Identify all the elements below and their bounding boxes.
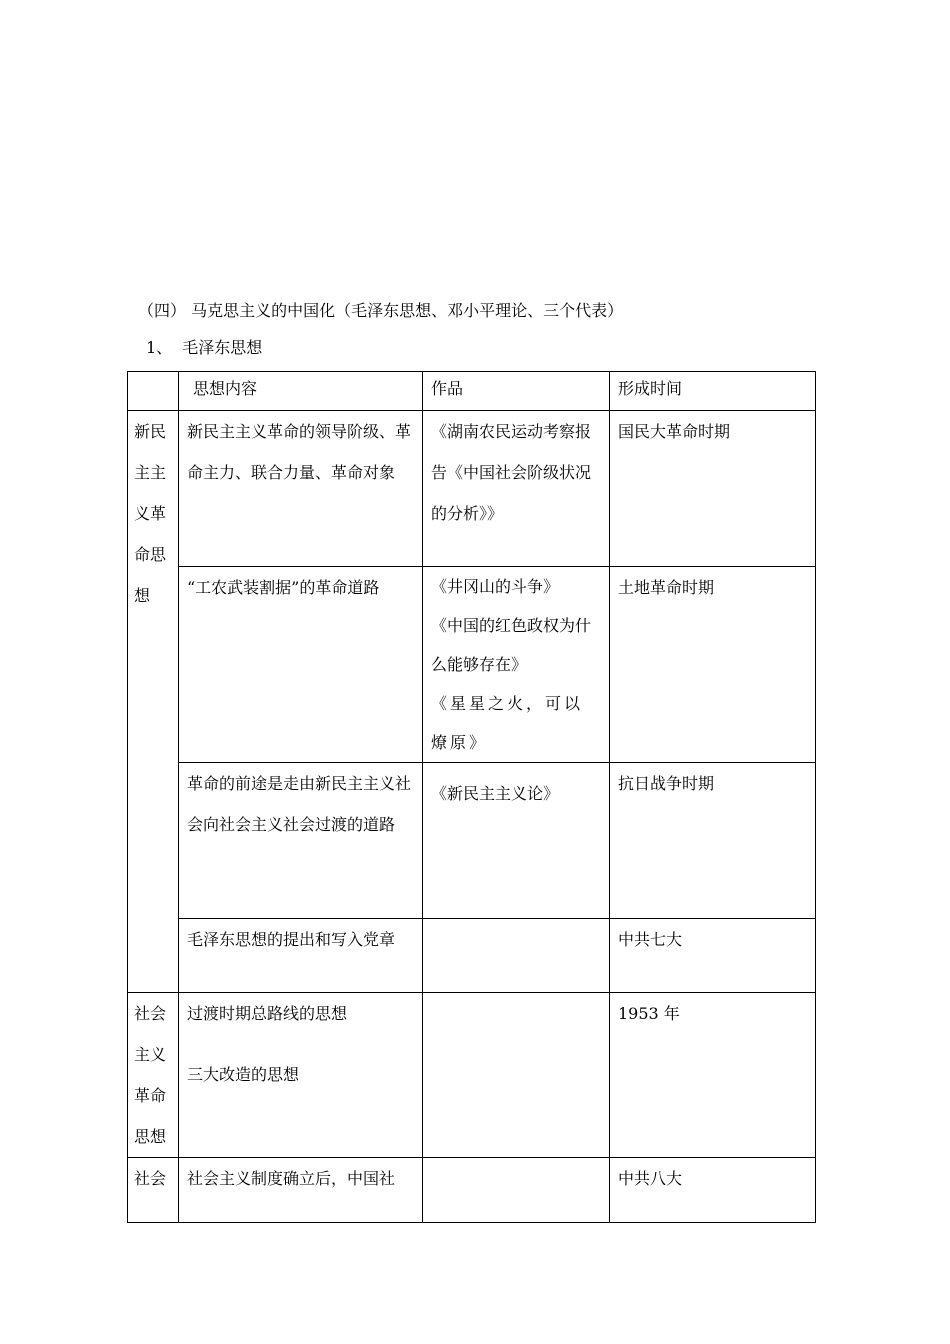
time-cell: 抗日战争时期 [610,763,816,919]
category-cell: 新民主主义革命思想 [128,411,179,993]
table-row [128,763,816,919]
header-works: 作品 [423,372,610,411]
work-title: 《井冈山的斗争》 [431,577,560,596]
work-title: 《湖南农民运动考察报告《中国社会阶级状况的分析》》 [431,422,592,523]
content-cell: 革命的前途是走由新民主主义社会向社会主义社会过渡的道路 [179,763,423,919]
sub-heading [146,337,262,359]
work-title: 《新民主主义论》 [431,784,560,803]
section-heading: （四） 马克思主义的中国化（毛泽东思想、邓小平理论、三个代表） [138,301,624,320]
content-line: 三大改造的思想 [187,1065,300,1084]
category-cell: 社会 [128,1158,179,1223]
time-cell: 中共七大 [610,919,816,993]
sub-heading-text: 毛泽东思想 [182,338,263,357]
mao-thought-table [127,371,816,1223]
header-time: 形成时间 [610,372,816,411]
content-line: 过渡时期总路线的思想 [187,1004,348,1023]
content-cell [179,993,423,1158]
time-cell: 土地革命时期 [610,567,816,763]
header-content: 思想内容 [179,372,423,411]
works-cell [423,1158,610,1223]
content-cell: “工农武装割据”的革命道路 [179,567,423,763]
time-cell: 国民大革命时期 [610,411,816,567]
time-cell: 1953 年 [610,993,816,1158]
works-cell [423,411,610,567]
work-title: 《中国的红色政权为什么能够存在》 [431,616,592,674]
works-cell [423,763,610,919]
time-cell: 中共八大 [610,1158,816,1223]
works-cell [423,919,610,993]
work-title: 《星星之火，可以燎原》 [431,694,584,752]
header-category [128,372,179,411]
sub-heading-number: 1、 [146,338,173,357]
table-row [128,567,816,763]
content-cell: 毛泽东思想的提出和写入党章 [179,919,423,993]
works-cell [423,993,610,1158]
table-row [128,919,816,993]
content-cell: 新民主主义革命的领导阶级、革命主力、联合力量、革命对象 [179,411,423,567]
content-cell: 社会主义制度确立后，中国社 [179,1158,423,1223]
works-cell [423,567,610,763]
table-row [128,1158,816,1223]
table-header-row [128,372,816,411]
table-row [128,993,816,1158]
category-cell: 社会主义革命思想 [128,993,179,1158]
table-row [128,411,816,567]
